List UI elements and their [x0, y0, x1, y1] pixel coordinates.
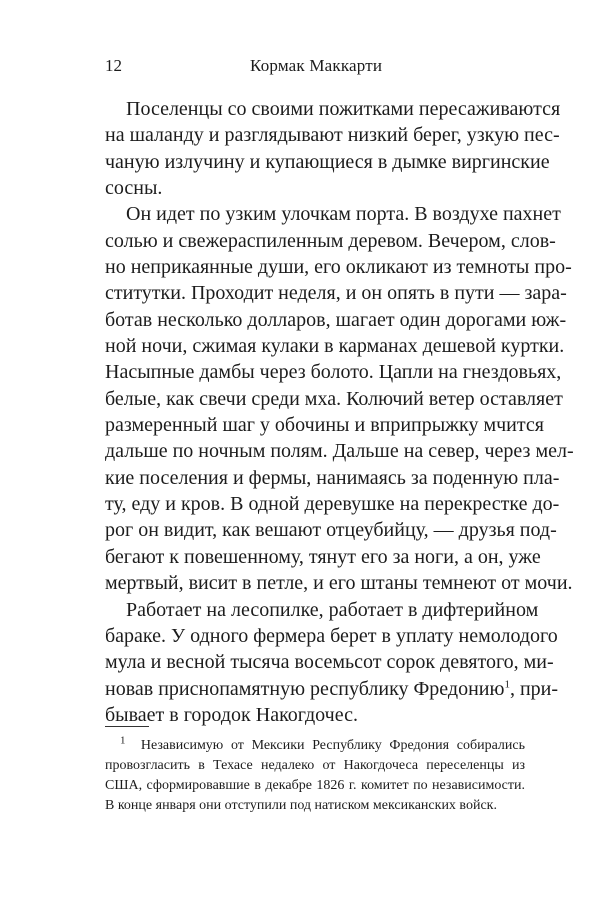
page-number: 12 — [105, 56, 122, 75]
text-line: рог он видит, как вешают отцеубийцу, — друзья под- — [105, 519, 557, 541]
footnote-line — [120, 734, 526, 754]
text-segment: , при- — [509, 678, 559, 700]
text-line: кие поселения и фермы, нанимаясь за поденную пла- — [105, 467, 560, 489]
footnote-line: провозгласить в Техасе недалеко от Накогдочеса переселенцы из — [105, 758, 525, 773]
text-line: размеренный шаг у обочины и вприпрыжку мчится — [105, 414, 544, 436]
text-line: ту, еду и кров. В одной деревушке на перекрестке до- — [105, 493, 560, 515]
text-line: Он идет по узким улочкам порта. В воздухе пахнет — [126, 203, 561, 225]
footnote-text: Независимую от Мексики Республику Фредония собирались — [140, 738, 526, 753]
text-line: бегают к повешенному, тянут его за ноги, а он, уже — [105, 546, 541, 568]
text-line: белые, как свечи среди мха. Колючий ветер оставляет — [105, 388, 563, 410]
text-line: ной ночи, сжимая кулаки в карманах дешевой куртки. — [105, 335, 565, 357]
text-line: Поселенцы со своими пожитками пересаживаются — [126, 98, 561, 120]
text-line: дальше по ночным полям. Дальше на север, через мел- — [105, 440, 574, 462]
text-line: на шаланду и разглядывают низкий берег, узкую пес- — [105, 124, 560, 146]
page-header — [105, 56, 525, 80]
footnote-ref[interactable]: 1 — [504, 678, 510, 691]
text-line: но неприкаянные души, его окликают из темноты про- — [105, 256, 572, 278]
text-line: ботав несколько долларов, шагает один дорогами юж- — [105, 309, 567, 331]
text-line: бывает в городок Накогдочес. — [105, 704, 358, 726]
text-line: сосны. — [105, 177, 163, 199]
text-line: солью и свежераспиленным деревом. Вечером, слов- — [105, 230, 556, 252]
footnote-line: В конце января они отступили под натиском мексиканских войск. — [105, 798, 497, 813]
text-line-with-footnote — [105, 678, 559, 701]
footnote-marker: 1 — [120, 734, 126, 747]
text-line: Работает на лесопилке, работает в дифтерийном — [126, 599, 539, 621]
text-line: ститутки. Проходит неделя, и он опять в пути — зара- — [105, 282, 567, 304]
text-line: Насыпные дамбы через болото. Цапли на гнездовьях, — [105, 361, 562, 383]
text-line: мертвый, висит в петле, и его штаны темнеют от мочи. — [105, 572, 573, 594]
text-segment: новав приснопамятную республику Фредонию — [105, 678, 505, 700]
footnote-divider — [105, 726, 149, 727]
text-line: бараке. У одного фермера берет в уплату немолодого — [105, 625, 558, 647]
footnote-line: США, сформировавшие в декабре 1826 г. комитет по независимости. — [105, 778, 525, 793]
running-title: Кормак Маккарти — [250, 56, 383, 75]
text-line: мула и весной тысяча восемьсот сорок девятого, ми- — [105, 651, 554, 673]
text-line: чаную излучину и купающиеся в дымке виргинские — [105, 151, 550, 173]
